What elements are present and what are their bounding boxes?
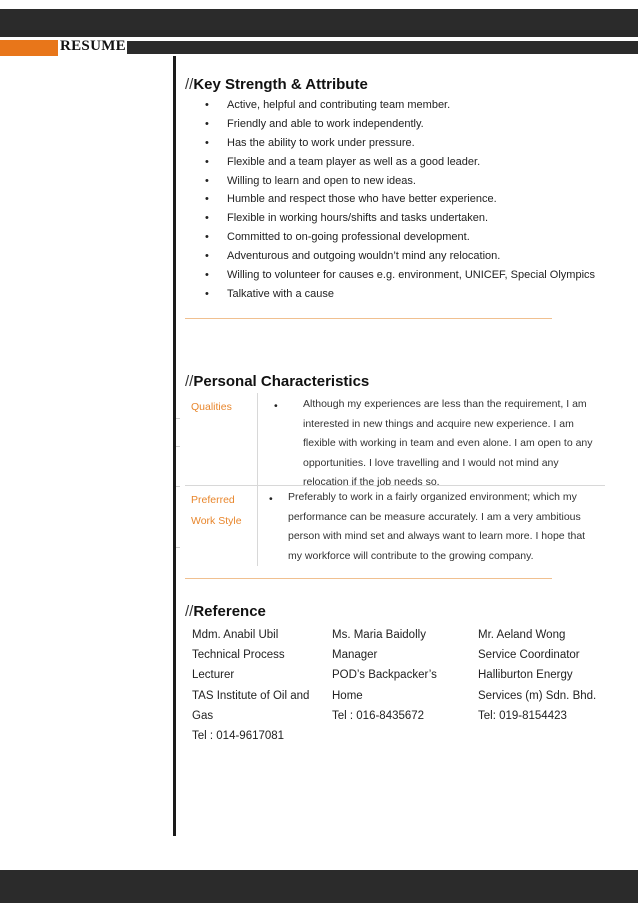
list-item: • Willing to learn and open to new ideas.	[205, 174, 595, 193]
row-text: Preferably to work in a fairly organized environment; which my performance can be measure accurately. I am a very ambitious person with mind set and always want to learn more. I hope that my workforce will contribute to the growing company.	[288, 491, 586, 562]
strengths-title: //Key Strength & Attribute	[185, 76, 368, 93]
reference-title: //Reference	[185, 603, 266, 620]
reference-entry: Ms. Maria Baidolly Manager POD’s Backpacker’s Home Tel : 016-8435672	[332, 629, 437, 722]
section-divider	[185, 578, 552, 579]
rule-tick	[176, 446, 180, 447]
resume-label: RESUME	[60, 38, 126, 54]
resume-banner	[0, 40, 638, 56]
list-item: • Flexible in working hours/shifts and tasks undertaken.	[205, 211, 595, 230]
bullet-icon: •	[269, 493, 273, 505]
top-header-bar	[0, 9, 638, 37]
list-item: • Has the ability to work under pressure.	[205, 136, 595, 155]
resume-banner-line	[127, 41, 638, 54]
table-row	[185, 486, 605, 566]
rule-tick	[176, 418, 180, 419]
list-item: • Committed to on-going professional development.	[205, 230, 595, 249]
list-item: • Talkative with a cause	[205, 287, 595, 306]
list-item: • Willing to volunteer for causes e.g. environment, UNICEF, Special Olympics	[205, 268, 595, 287]
column-divider	[257, 393, 258, 485]
list-item: • Humble and respect those who have better experience.	[205, 192, 595, 211]
row-label: Preferred Work Style	[191, 494, 242, 527]
reference-entry: Mr. Aeland Wong Service Coordinator Halliburton Energy Services (m) Sdn. Bhd. Tel: 019-8154423	[478, 629, 597, 722]
list-item: • Active, helpful and contributing team member.	[205, 98, 595, 117]
orange-accent-block	[0, 40, 58, 56]
strengths-list	[205, 98, 595, 306]
bottom-footer-bar	[0, 870, 638, 903]
personal-title: //Personal Characteristics	[185, 373, 370, 390]
characteristics-table	[185, 393, 605, 566]
bullet-icon: •	[274, 400, 278, 412]
table-row	[185, 393, 605, 486]
list-item: • Adventurous and outgoing wouldn’t mind any relocation.	[205, 249, 595, 268]
row-text: Although my experiences are less than the requirement, I am interested in new things and acquire new experience. I am flexible with working in team and even alone. I am open to any opportunities. I love travelling and I would not mind any relocation if the job needs so.	[303, 398, 593, 488]
rule-tick	[176, 547, 180, 548]
reference-entry: Mdm. Anabil Ubil Technical Process Lecturer TAS Institute of Oil and Gas Tel : 014-9617081	[192, 629, 310, 742]
rule-tick	[176, 486, 180, 487]
row-label: Qualities	[191, 401, 232, 413]
column-divider	[257, 486, 258, 566]
section-divider	[185, 318, 552, 319]
list-item: • Flexible and a team player as well as a good leader.	[205, 155, 595, 174]
list-item: • Friendly and able to work independently.	[205, 117, 595, 136]
